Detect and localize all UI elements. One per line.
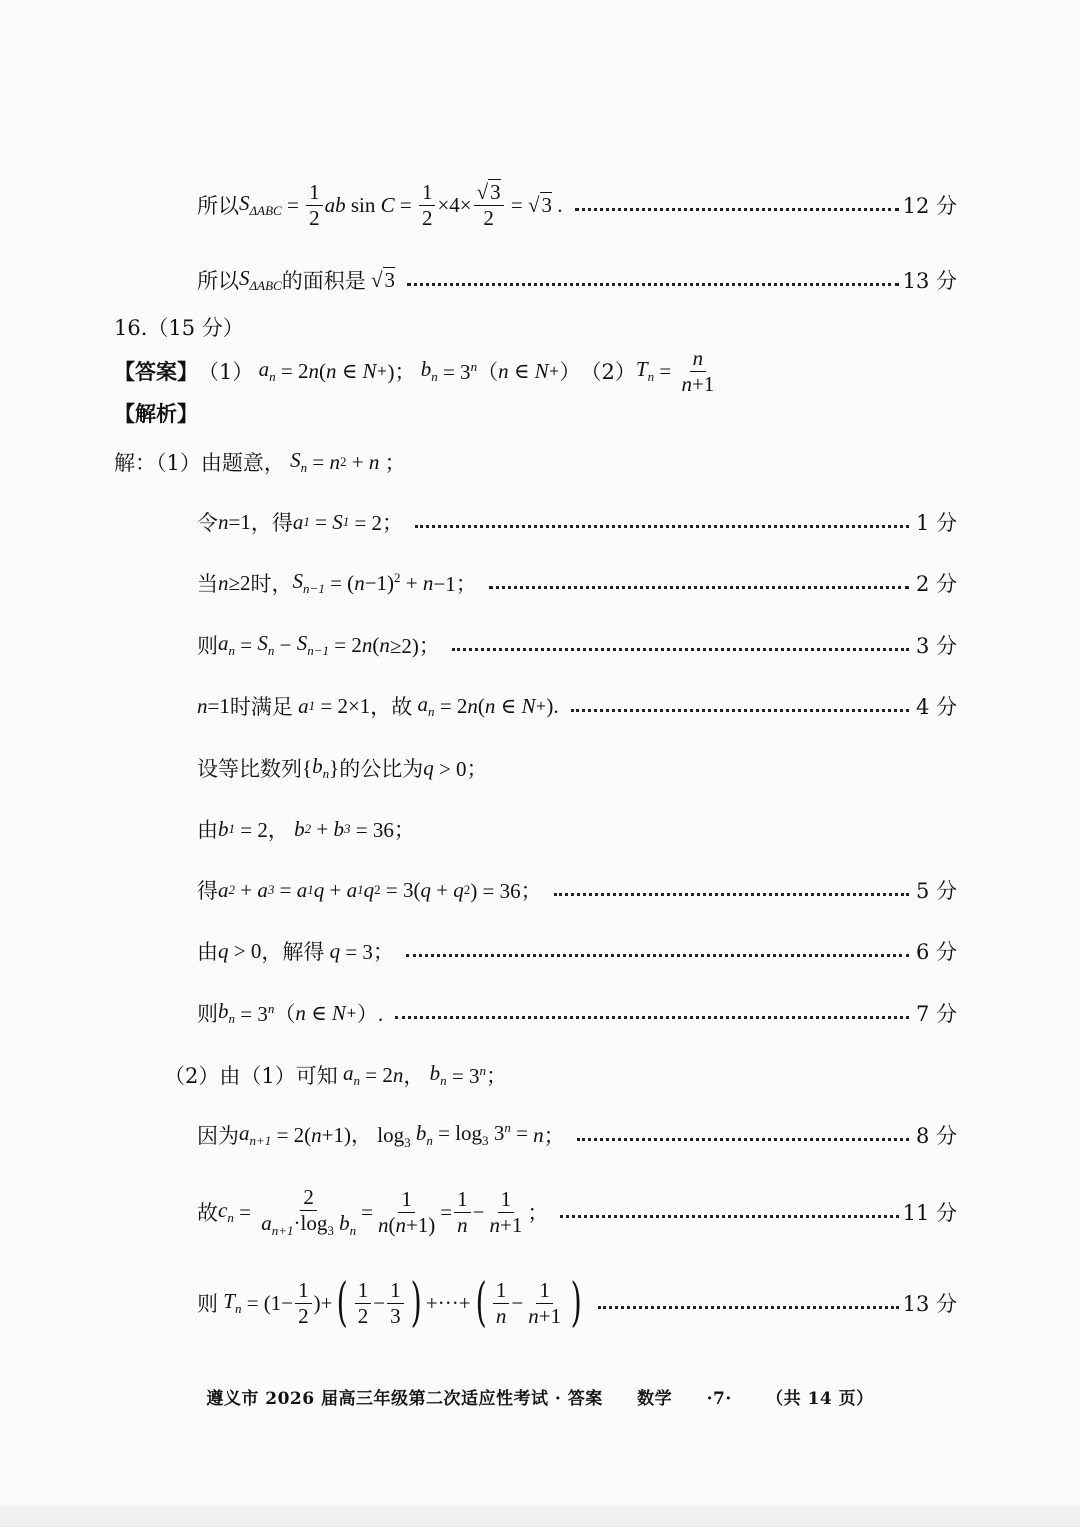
dotted-leader <box>577 1138 909 1141</box>
page-footer <box>0 1384 1080 1409</box>
footer-subject: 数学 <box>637 1389 673 1409</box>
step-2: 当 n ≥2 时， $S_{n-1}$ = ( n −1)$^2$ + n −1； 2 分 <box>197 568 957 597</box>
step-6: 由 q > 0 ，解得 q = 3； 6 分 <box>197 934 957 968</box>
score-label: 2 分 <box>915 572 957 596</box>
solution-start: 解：（1）由题意， $S_n$ = n 2 + n ； <box>114 447 406 476</box>
scan-edge <box>0 1505 1080 1527</box>
part-2-start: （2）由（1）可知 $a_n$ = 2 n ， $b_n$ = $3^n$； <box>164 1060 507 1089</box>
dotted-leader <box>406 954 909 957</box>
step-given: 由 b 1 = 2， b 2 + b 3 = 36； <box>197 816 415 842</box>
footer-exam-title: 遵义市 2026 届高三年级第二次适应性考试 · 答案 <box>206 1389 603 1409</box>
dotted-leader <box>554 893 909 896</box>
dotted-leader <box>415 525 909 528</box>
dotted-leader <box>571 709 909 712</box>
line-area-result: 所以 $S_{\Delta ABC}$ 的面积是 √3 13 分 <box>197 265 957 294</box>
step-11: 故 $c_n$ = $\frac{2}{a_{n+1}\cdot\log_3 b_n}$ = $\frac{1}{n(n+1)}$ = $\frac{1}{n}$ − $\frac{1}{n+1}$ ； 11 分 <box>197 1185 957 1238</box>
footer-total-pages: （共 14 页） <box>766 1389 874 1409</box>
score-label: 13 分 <box>902 1292 957 1316</box>
score-label: 5 分 <box>915 879 957 903</box>
step-1: 令 n =1 ，得 a 1 = S 1 = 2； 1 分 <box>197 505 957 539</box>
step-5: 得 a 2 + a 3 = a 1 q + a 1 q 2 = 3( q + q 2 ) = 36； 5 分 <box>197 873 957 907</box>
dotted-leader <box>598 1306 898 1309</box>
dotted-leader <box>407 283 899 286</box>
score-label: 1 分 <box>915 511 957 535</box>
score-label: 12 分 <box>902 194 957 218</box>
step-geometric: 设等比数列 { $b_n$ } 的公比为 q > 0； <box>197 753 488 782</box>
score-label: 4 分 <box>915 695 957 719</box>
step-4: n =1 时满足 a 1 = 2×1 ，故 $a_n$ = 2 n ( n ∈ N + ). 4 分 <box>197 691 957 720</box>
score-label: 13 分 <box>902 269 957 293</box>
answer-line: 【答案】 （1） $a_n$ = 2 n ( n ∈ N + )； $b_n$ = $3^n$（ n ∈ N + ） （2） $T_n$ = $\frac{n}{n+1}$ <box>114 346 715 396</box>
line-area-formula: 所以 $S_{\Delta ABC}$ = $\frac{1}{2}$ ab sin C = $\frac{1}{2}$ ×4× $\frac{√3}{2}$ = √3 . 12 分 <box>197 180 957 230</box>
dotted-leader <box>395 1016 909 1019</box>
question-number: 16.（15 分） <box>114 316 244 340</box>
step-8: 因为 $a_{n+1}$ = 2( n +1)， $\log_3$ $b_n$ = $\log_3 3^n$ = n ； 8 分 <box>197 1120 957 1151</box>
score-label: 6 分 <box>915 940 957 964</box>
step-3: 则 $a_n$ = $S_n$ − $S_{n-1}$ = 2 n ( n ≥2)； 3 分 <box>197 630 957 659</box>
score-label: 7 分 <box>915 1002 957 1026</box>
score-label: 11 分 <box>902 1201 957 1225</box>
formula-area: $S_{\Delta ABC}$ <box>239 190 282 219</box>
dotted-leader <box>489 586 909 589</box>
step-7: 则 $b_n$ = $3^n$（ n ∈ N + ）. 7 分 <box>197 998 957 1027</box>
score-label: 3 分 <box>915 634 957 658</box>
analysis-heading: 【解析】 <box>114 401 198 426</box>
dotted-leader <box>452 648 909 651</box>
dotted-leader <box>575 208 899 211</box>
step-13: 则 $T_n$ = (1− $\frac{1}{2}$ )+ ( $\frac{1}{2}$ − $\frac{1}{3}$ ) +···+ ( $\frac{1}{n}$ − $\frac{1}{n+1}$ ) 13 分 <box>197 1273 957 1333</box>
dotted-leader <box>560 1215 898 1218</box>
score-label: 8 分 <box>915 1124 957 1148</box>
footer-page-number: ·7· <box>706 1389 732 1409</box>
